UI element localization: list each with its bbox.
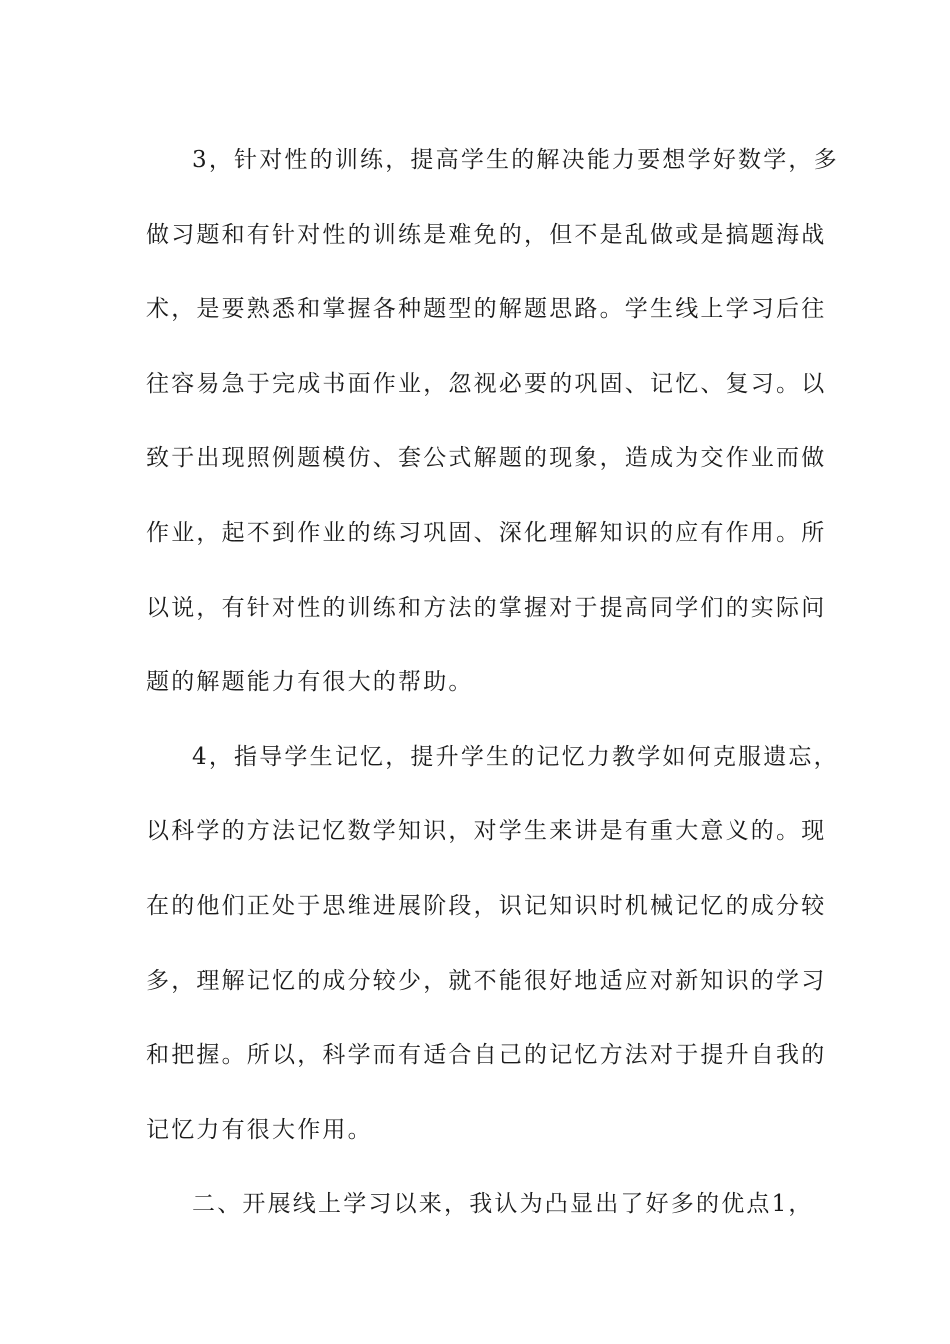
text-line: 题的解题能力有很大的帮助。 xyxy=(146,669,474,696)
paragraph-memory-guidance xyxy=(146,720,839,1168)
text-line: 以说，有针对性的训练和方法的掌握对于提高同学们的实际问 xyxy=(146,594,827,621)
section-heading-line: 二、开展线上学习以来，我认为凸显出了好多的优点1， xyxy=(192,1191,814,1218)
text-line: 4，指导学生记忆，提升学生的记忆力教学如何克服遗忘， xyxy=(192,743,839,770)
text-line: 做习题和有针对性的训练是难免的，但不是乱做或是搞题海战 xyxy=(146,221,827,248)
text-line: 致于出现照例题模仿、套公式解题的现象，造成为交作业而做 xyxy=(146,445,827,472)
text-line: 在的他们正处于思维进展阶段，识记知识时机械记忆的成分较 xyxy=(146,892,827,919)
text-line: 和把握。所以，科学而有适合自己的记忆方法对于提升自我的 xyxy=(146,1042,827,1069)
text-line: 3，针对性的训练，提高学生的解决能力要想学好数学，多 xyxy=(192,147,839,173)
text-line: 作业，起不到作业的练习巩固、深化理解知识的应有作用。所 xyxy=(146,519,827,546)
text-line: 记忆力有很大作用。 xyxy=(146,1116,373,1143)
paragraph-targeted-training xyxy=(146,123,839,720)
paragraph-online-learning-advantages xyxy=(146,1167,814,1242)
text-line: 多，理解记忆的成分较少，就不能很好地适应对新知识的学习 xyxy=(146,967,827,994)
text-line: 术，是要熟悉和掌握各种题型的解题思路。学生线上学习后往 xyxy=(146,296,827,323)
text-line: 以科学的方法记忆数学知识，对学生来讲是有重大意义的。现 xyxy=(146,818,827,845)
document-body xyxy=(146,123,839,1242)
text-line: 往容易急于完成书面作业，忽视必要的巩固、记忆、复习。以 xyxy=(146,370,827,397)
